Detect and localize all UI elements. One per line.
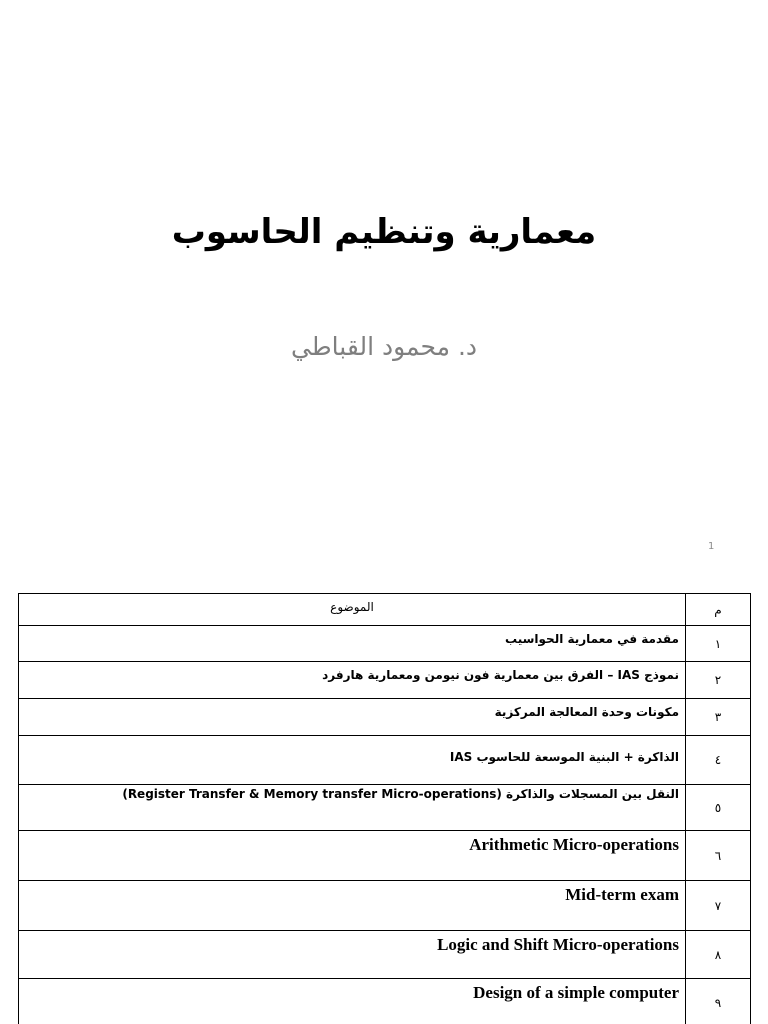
row-number: ٤	[686, 736, 751, 785]
row-number: ٥	[686, 785, 751, 831]
table-header-row	[19, 594, 751, 626]
row-topic: Design of a simple computer	[19, 979, 686, 1024]
row-topic: Arithmetic Micro-operations	[19, 831, 686, 881]
table-row	[19, 662, 751, 699]
row-number: ٦	[686, 831, 751, 881]
row-number: ٢	[686, 662, 751, 699]
row-number: ٧	[686, 881, 751, 931]
row-topic: مكونات وحدة المعالجة المركزية	[19, 699, 686, 736]
page-number: 1	[708, 541, 715, 552]
row-topic: النقل بين المسجلات والذاكرة (Register Transfer & Memory transfer Micro-operations)	[19, 785, 686, 831]
table-row	[19, 931, 751, 979]
table-row	[19, 979, 751, 1024]
table-row	[19, 881, 751, 931]
header-topic-cell: الموضوع	[19, 594, 686, 626]
table-row	[19, 699, 751, 736]
table-row	[19, 785, 751, 831]
table-row	[19, 736, 751, 785]
row-number: ٩	[686, 979, 751, 1024]
row-number: ١	[686, 626, 751, 662]
row-topic: Logic and Shift Micro-operations	[19, 931, 686, 979]
table-row	[19, 626, 751, 662]
slide-title: معمارية وتنظيم الحاسوب	[171, 212, 597, 252]
syllabus-table	[18, 593, 751, 1024]
row-topic: نموذج IAS – الفرق بين معمارية فون نيومن ومعمارية هارفرد	[19, 662, 686, 699]
row-number: ٣	[686, 699, 751, 736]
table-row	[19, 831, 751, 881]
header-number-cell: م	[686, 594, 751, 626]
author-name: د. محمود القباطي	[290, 332, 478, 361]
row-number: ٨	[686, 931, 751, 979]
row-topic: الذاكرة + البنية الموسعة للحاسوب IAS	[19, 736, 686, 785]
row-topic: Mid-term exam	[19, 881, 686, 931]
row-topic: مقدمة في معمارية الحواسيب	[19, 626, 686, 662]
